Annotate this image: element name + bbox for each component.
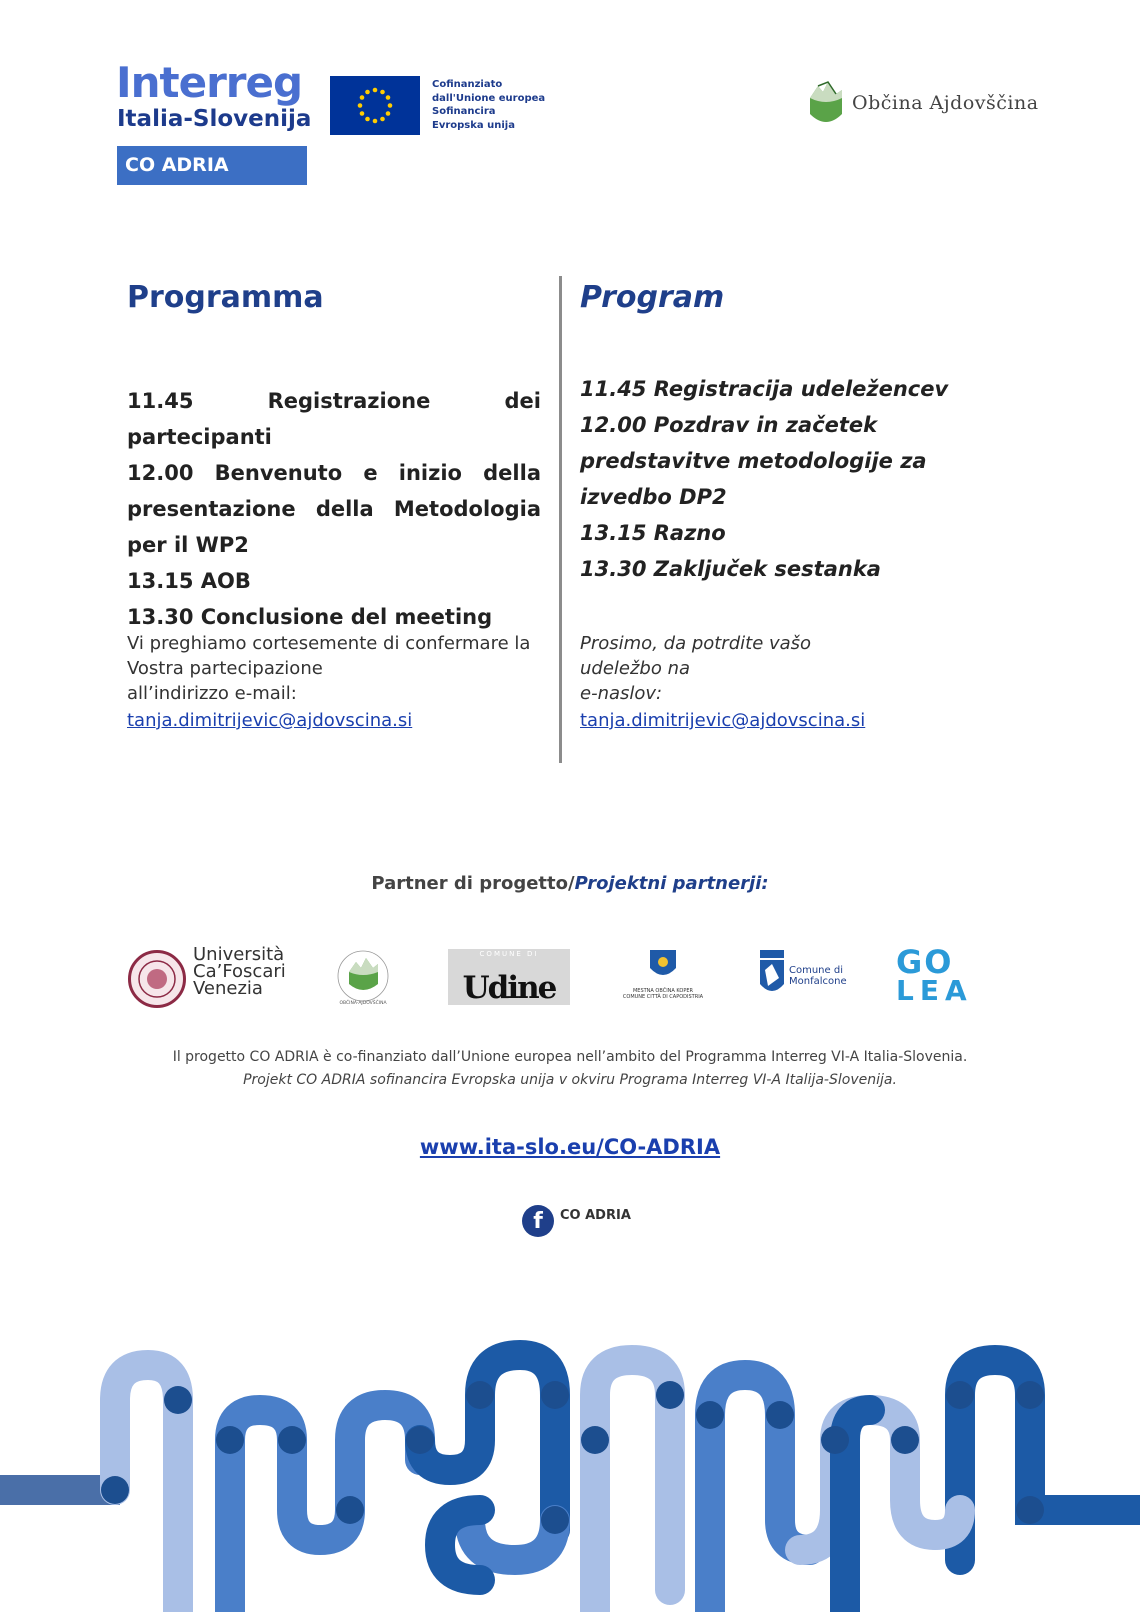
koper-name bbox=[617, 988, 709, 1000]
decorative-wave-pattern bbox=[0, 1330, 1140, 1612]
agenda-item: 13.15 AOB bbox=[127, 569, 251, 593]
cafoscari-seal-icon bbox=[128, 950, 186, 1008]
rsvp-line: all’indirizzo e-mail: bbox=[127, 683, 297, 704]
rsvp-line: Vostra partecipazione bbox=[127, 658, 323, 679]
cafoscari-line: Università bbox=[193, 944, 285, 965]
monfalcone-name bbox=[789, 965, 847, 987]
agenda-item: 12.00 Benvenuto e inizio della presentazione della Metodologia per il WP2 bbox=[127, 461, 541, 557]
partners-heading-sl: Projektni partnerji: bbox=[574, 873, 769, 894]
rsvp-note-it bbox=[127, 631, 530, 733]
rsvp-note-sl bbox=[580, 631, 865, 733]
udine-top-label: COMUNE DI bbox=[479, 950, 539, 958]
eu-flag-icon bbox=[330, 76, 420, 135]
interreg-logo-word: Interreg bbox=[116, 58, 303, 107]
rsvp-email-link-it[interactable]: tanja.dimitrijevic@ajdovscina.si bbox=[127, 710, 413, 731]
rsvp-line: udeležbo na bbox=[580, 658, 691, 679]
koper-line: MESTNA OBČINA KOPER bbox=[632, 988, 694, 994]
program-title-sl: Program bbox=[580, 280, 725, 315]
ajdovscina-mountain-icon bbox=[808, 78, 844, 126]
agenda-list-sl bbox=[580, 371, 1020, 587]
eu-line: dall'Unione europea bbox=[432, 92, 546, 104]
ajdovscina-seal-text: OBČINA·AJDOVŠČINA bbox=[339, 1001, 387, 1006]
interreg-logo-subtitle: Italia-Slovenija bbox=[117, 106, 312, 132]
eu-cofinancing-label bbox=[432, 78, 545, 132]
golea-logo-bottom: LEA bbox=[896, 974, 973, 1007]
monfalcone-line: Comune di bbox=[789, 965, 843, 976]
golea-logo-top: GO bbox=[896, 943, 954, 981]
udine-name: Udine bbox=[462, 970, 556, 1006]
rsvp-line: Prosimo, da potrdite vašo bbox=[580, 633, 812, 654]
partners-heading bbox=[0, 873, 1140, 894]
agenda-item: 11.45 Registracija udeležencev bbox=[580, 377, 949, 401]
facebook-page-label[interactable]: CO ADRIA bbox=[560, 1208, 631, 1223]
eu-line: Evropska unija bbox=[432, 119, 515, 131]
rsvp-line: e-naslov: bbox=[580, 683, 663, 704]
monfalcone-line: Monfalcone bbox=[789, 976, 847, 987]
cafoscari-line: Ca’Foscari bbox=[193, 961, 286, 982]
cafoscari-line: Venezia bbox=[193, 978, 263, 999]
program-title-it: Programma bbox=[127, 280, 324, 315]
agenda-item: 13.30 Zaključek sestanka bbox=[580, 557, 881, 581]
koper-crest-icon bbox=[648, 948, 678, 982]
cofinancing-note-it: Il progetto CO ADRIA è co-finanziato dall’Unione europea nell’ambito del Programma Interreg VI-A Italia-Slovenia. bbox=[172, 1049, 968, 1065]
agenda-item: 13.30 Conclusione del meeting bbox=[127, 605, 493, 629]
agenda-item: 11.45 Registrazione dei partecipanti bbox=[127, 389, 541, 449]
agenda-item: 13.15 Razno bbox=[580, 521, 726, 545]
ajdovscina-seal bbox=[336, 946, 390, 1006]
municipality-name: Občina Ajdovščina bbox=[852, 92, 1039, 114]
eu-line: Cofinanziato bbox=[432, 79, 503, 90]
column-divider bbox=[559, 276, 562, 763]
rsvp-email-link-sl[interactable]: tanja.dimitrijevic@ajdovscina.si bbox=[580, 710, 866, 731]
facebook-icon[interactable]: f bbox=[522, 1205, 554, 1237]
agenda-list-it bbox=[127, 383, 541, 635]
partners-heading-it: Partner di progetto/ bbox=[371, 873, 575, 894]
cafoscari-name bbox=[193, 946, 286, 997]
rsvp-line: Vi preghiamo cortesemente di confermare la bbox=[127, 633, 531, 654]
monfalcone-crest-icon bbox=[758, 948, 786, 1000]
cofinancing-note-sl: Projekt CO ADRIA sofinancira Evropska unija v okviru Programa Interreg VI-A Italija-Slovenija. bbox=[243, 1072, 897, 1088]
koper-line: COMUNE CITTÀ DI CAPODISTRIA bbox=[622, 994, 704, 1000]
project-name-band: CO ADRIA bbox=[117, 146, 307, 185]
agenda-item: 12.00 Pozdrav in začetek predstavitve metodologije za izvedbo DP2 bbox=[580, 413, 927, 509]
eu-line: Sofinancira bbox=[432, 106, 496, 117]
project-website-link[interactable]: www.ita-slo.eu/CO-ADRIA bbox=[419, 1135, 721, 1159]
